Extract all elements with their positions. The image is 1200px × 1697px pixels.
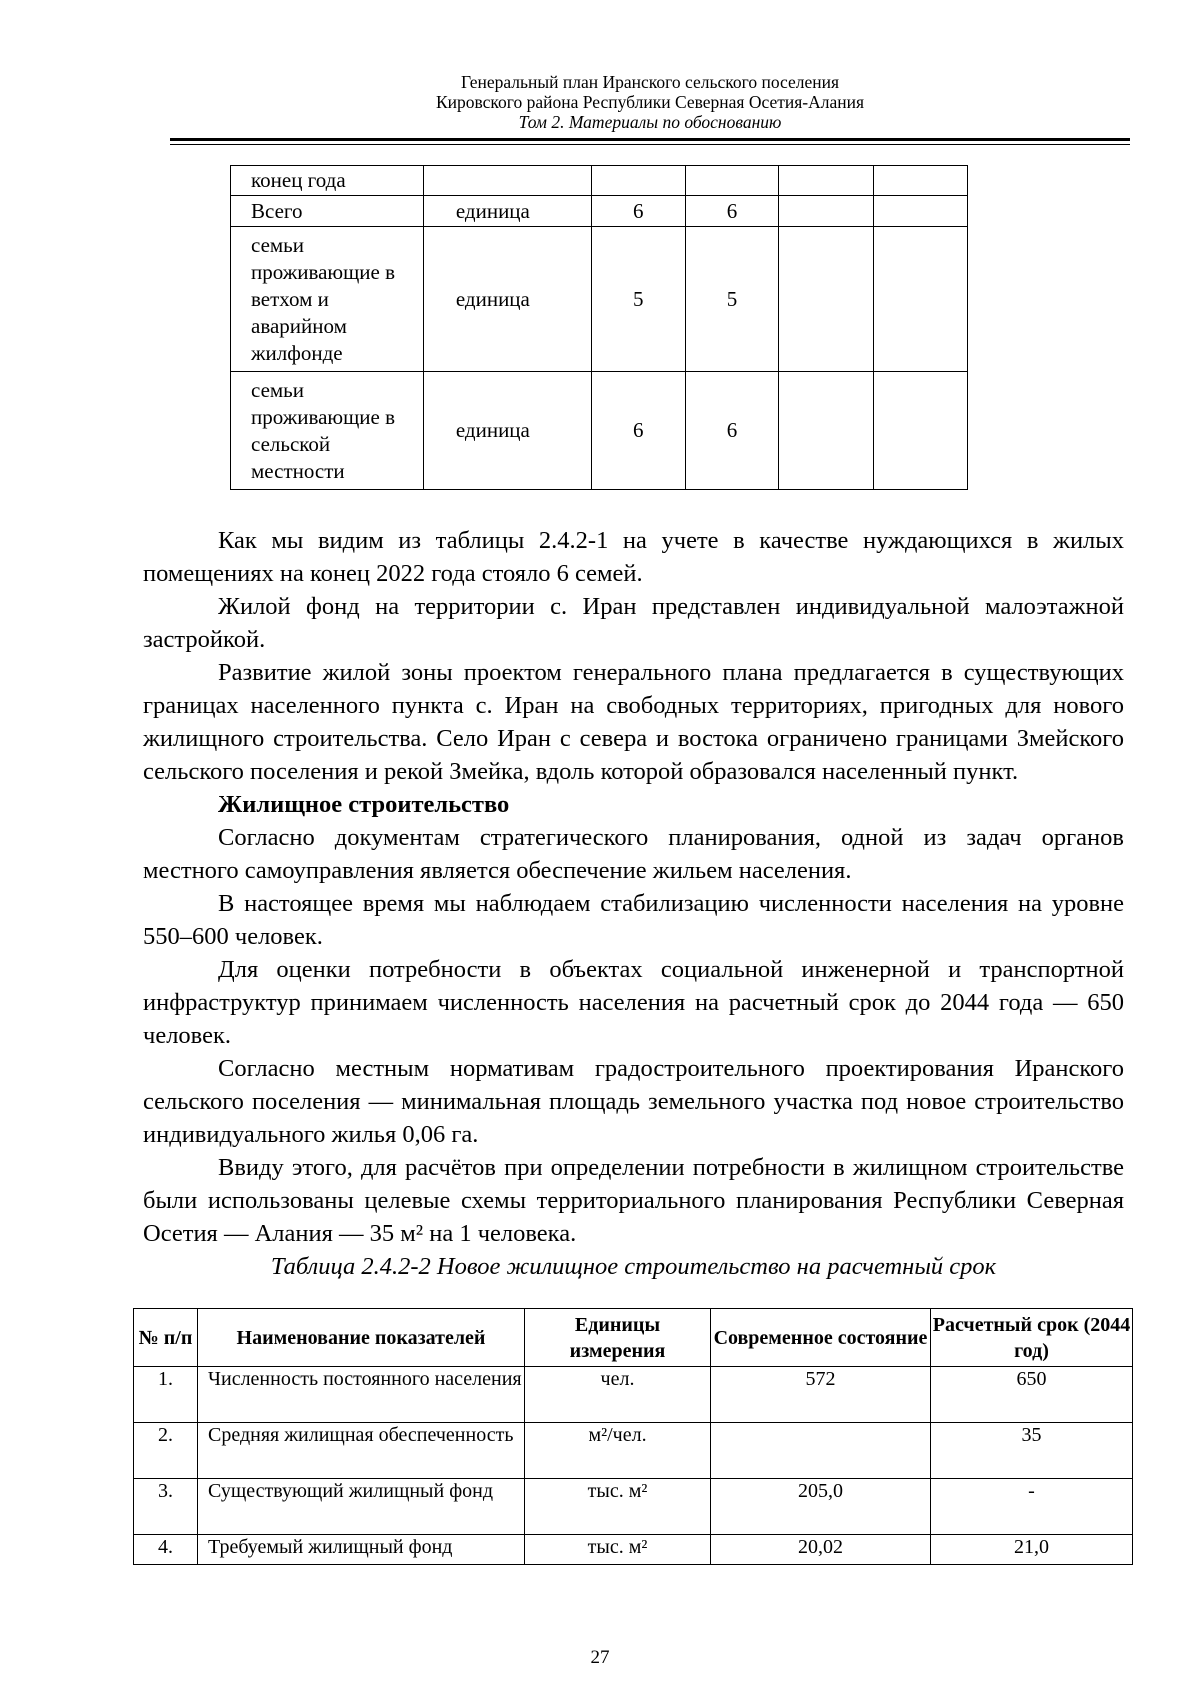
table-cell: 3. (134, 1479, 198, 1535)
table-row (231, 196, 968, 227)
table-cell: 21,0 (931, 1535, 1133, 1565)
table-cell (779, 372, 874, 490)
column-header: Современное состояние (711, 1309, 931, 1367)
table-cell: 5 (685, 227, 779, 372)
table-cell (874, 166, 968, 196)
column-header: Расчетный срок (2044 год) (931, 1309, 1133, 1367)
table-cell: тыс. м² (525, 1479, 711, 1535)
table-cell: 5 (591, 227, 685, 372)
table-cell: 20,02 (711, 1535, 931, 1565)
table-cell (423, 166, 591, 196)
header-title: Генеральный план Иранского сельского поселения (460, 72, 840, 92)
column-header: Наименование показателей (198, 1309, 525, 1367)
paragraph: Ввиду этого, для расчётов при определении потребности в жилищном строительстве были использованы целевые схемы территориального планирования Республики Северная Осетия — Алания — 35 м² на 1 человека. (143, 1154, 1124, 1247)
table-cell: Существующий жилищный фонд (198, 1479, 525, 1535)
table-cell: единица (423, 227, 591, 372)
body-text (143, 524, 1124, 1283)
table-cell: чел. (525, 1367, 711, 1423)
paragraph: Жилой фонд на территории с. Иран представлен индивидуальной малоэтажной застройкой. (143, 593, 1124, 653)
table-cell: - (931, 1479, 1133, 1535)
paragraph: В настоящее время мы наблюдаем стабилизацию численности населения на уровне 550–600 человек. (143, 890, 1124, 950)
table-cell: 4. (134, 1535, 198, 1565)
header-subtitle: Кировского района Республики Северная Осетия-Алания (435, 92, 865, 112)
table-cell: тыс. м² (525, 1535, 711, 1565)
housing-construction-table (133, 1308, 1133, 1565)
table-cell: Требуемый жилищный фонд (198, 1535, 525, 1565)
table-cell (779, 196, 874, 227)
table-cell: единица (423, 196, 591, 227)
table-cell (874, 196, 968, 227)
table-cell: 1. (134, 1367, 198, 1423)
table-cell (874, 227, 968, 372)
paragraph: Развитие жилой зоны проектом генерального плана предлагается в существующих границах населенного пункта с. Иран на свободных территориях, пригодных для нового жилищного строительства. Село Иран с севера и востока ограничено границами Змейского сельского поселения и рекой Змейка, вдоль которой образовался населенный пункт. (143, 659, 1124, 785)
section-heading: Жилищное строительство (218, 791, 510, 818)
column-header: № п/п (134, 1309, 198, 1367)
paragraph: Согласно документам стратегического планирования, одной из задач органов местного самоуправления является обеспечение жильем населения. (143, 824, 1124, 884)
table-caption: Таблица 2.4.2-2 Новое жилищное строительство на расчетный срок (270, 1253, 997, 1280)
table-cell (591, 166, 685, 196)
paragraph: Для оценки потребности в объектах социальной инженерной и транспортной инфраструктур принимаем численность населения на расчетный срок до 2044 года — 650 человек. (143, 956, 1124, 1049)
table-cell: конец года (231, 166, 424, 196)
table-cell: 6 (591, 196, 685, 227)
table-cell: 35 (931, 1423, 1133, 1479)
table-row (231, 227, 968, 372)
table-cell: 205,0 (711, 1479, 931, 1535)
table-cell: Всего (231, 196, 424, 227)
table-cell: м²/чел. (525, 1423, 711, 1479)
housing-families-table (230, 165, 968, 490)
table-cell: 572 (711, 1367, 931, 1423)
table-cell (874, 372, 968, 490)
table-row (134, 1423, 1133, 1479)
table-cell: 6 (685, 196, 779, 227)
table-cell: 6 (591, 372, 685, 490)
header-volume: Том 2. Материалы по обоснованию (518, 112, 782, 132)
paragraph: Согласно местным нормативам градостроительного проектирования Иранского сельского поселения — минимальная площадь земельного участка под новое строительство индивидуального жилья 0,06 га. (143, 1055, 1124, 1148)
table-cell: Численность постоянного населения (198, 1367, 525, 1423)
table-cell: 650 (931, 1367, 1133, 1423)
table-cell: Средняя жилищная обеспеченность (198, 1423, 525, 1479)
table-cell (685, 166, 779, 196)
table-cell (779, 166, 874, 196)
table-cell (711, 1423, 931, 1479)
page-header (170, 72, 1130, 132)
table-row (134, 1367, 1133, 1423)
header-rule-thick (170, 138, 1130, 141)
table-header-row (134, 1309, 1133, 1367)
paragraph: Как мы видим из таблицы 2.4.2-1 на учете в качестве нуждающихся в жилых помещениях на конец 2022 года стояло 6 семей. (143, 527, 1124, 587)
table-cell (779, 227, 874, 372)
table-cell: единица (423, 372, 591, 490)
table-cell: 6 (685, 372, 779, 490)
table-row (134, 1535, 1133, 1565)
table-row (231, 372, 968, 490)
table-cell: семьи проживающие в ветхом и аварийном жилфонде (231, 227, 424, 372)
header-rule-thin (170, 144, 1130, 145)
table-row (134, 1479, 1133, 1535)
table-cell: 2. (134, 1423, 198, 1479)
table-row (231, 166, 968, 196)
column-header: Единицы измерения (525, 1309, 711, 1367)
page-number: 27 (590, 1647, 610, 1668)
table-cell: семьи проживающие в сельской местности (231, 372, 424, 490)
